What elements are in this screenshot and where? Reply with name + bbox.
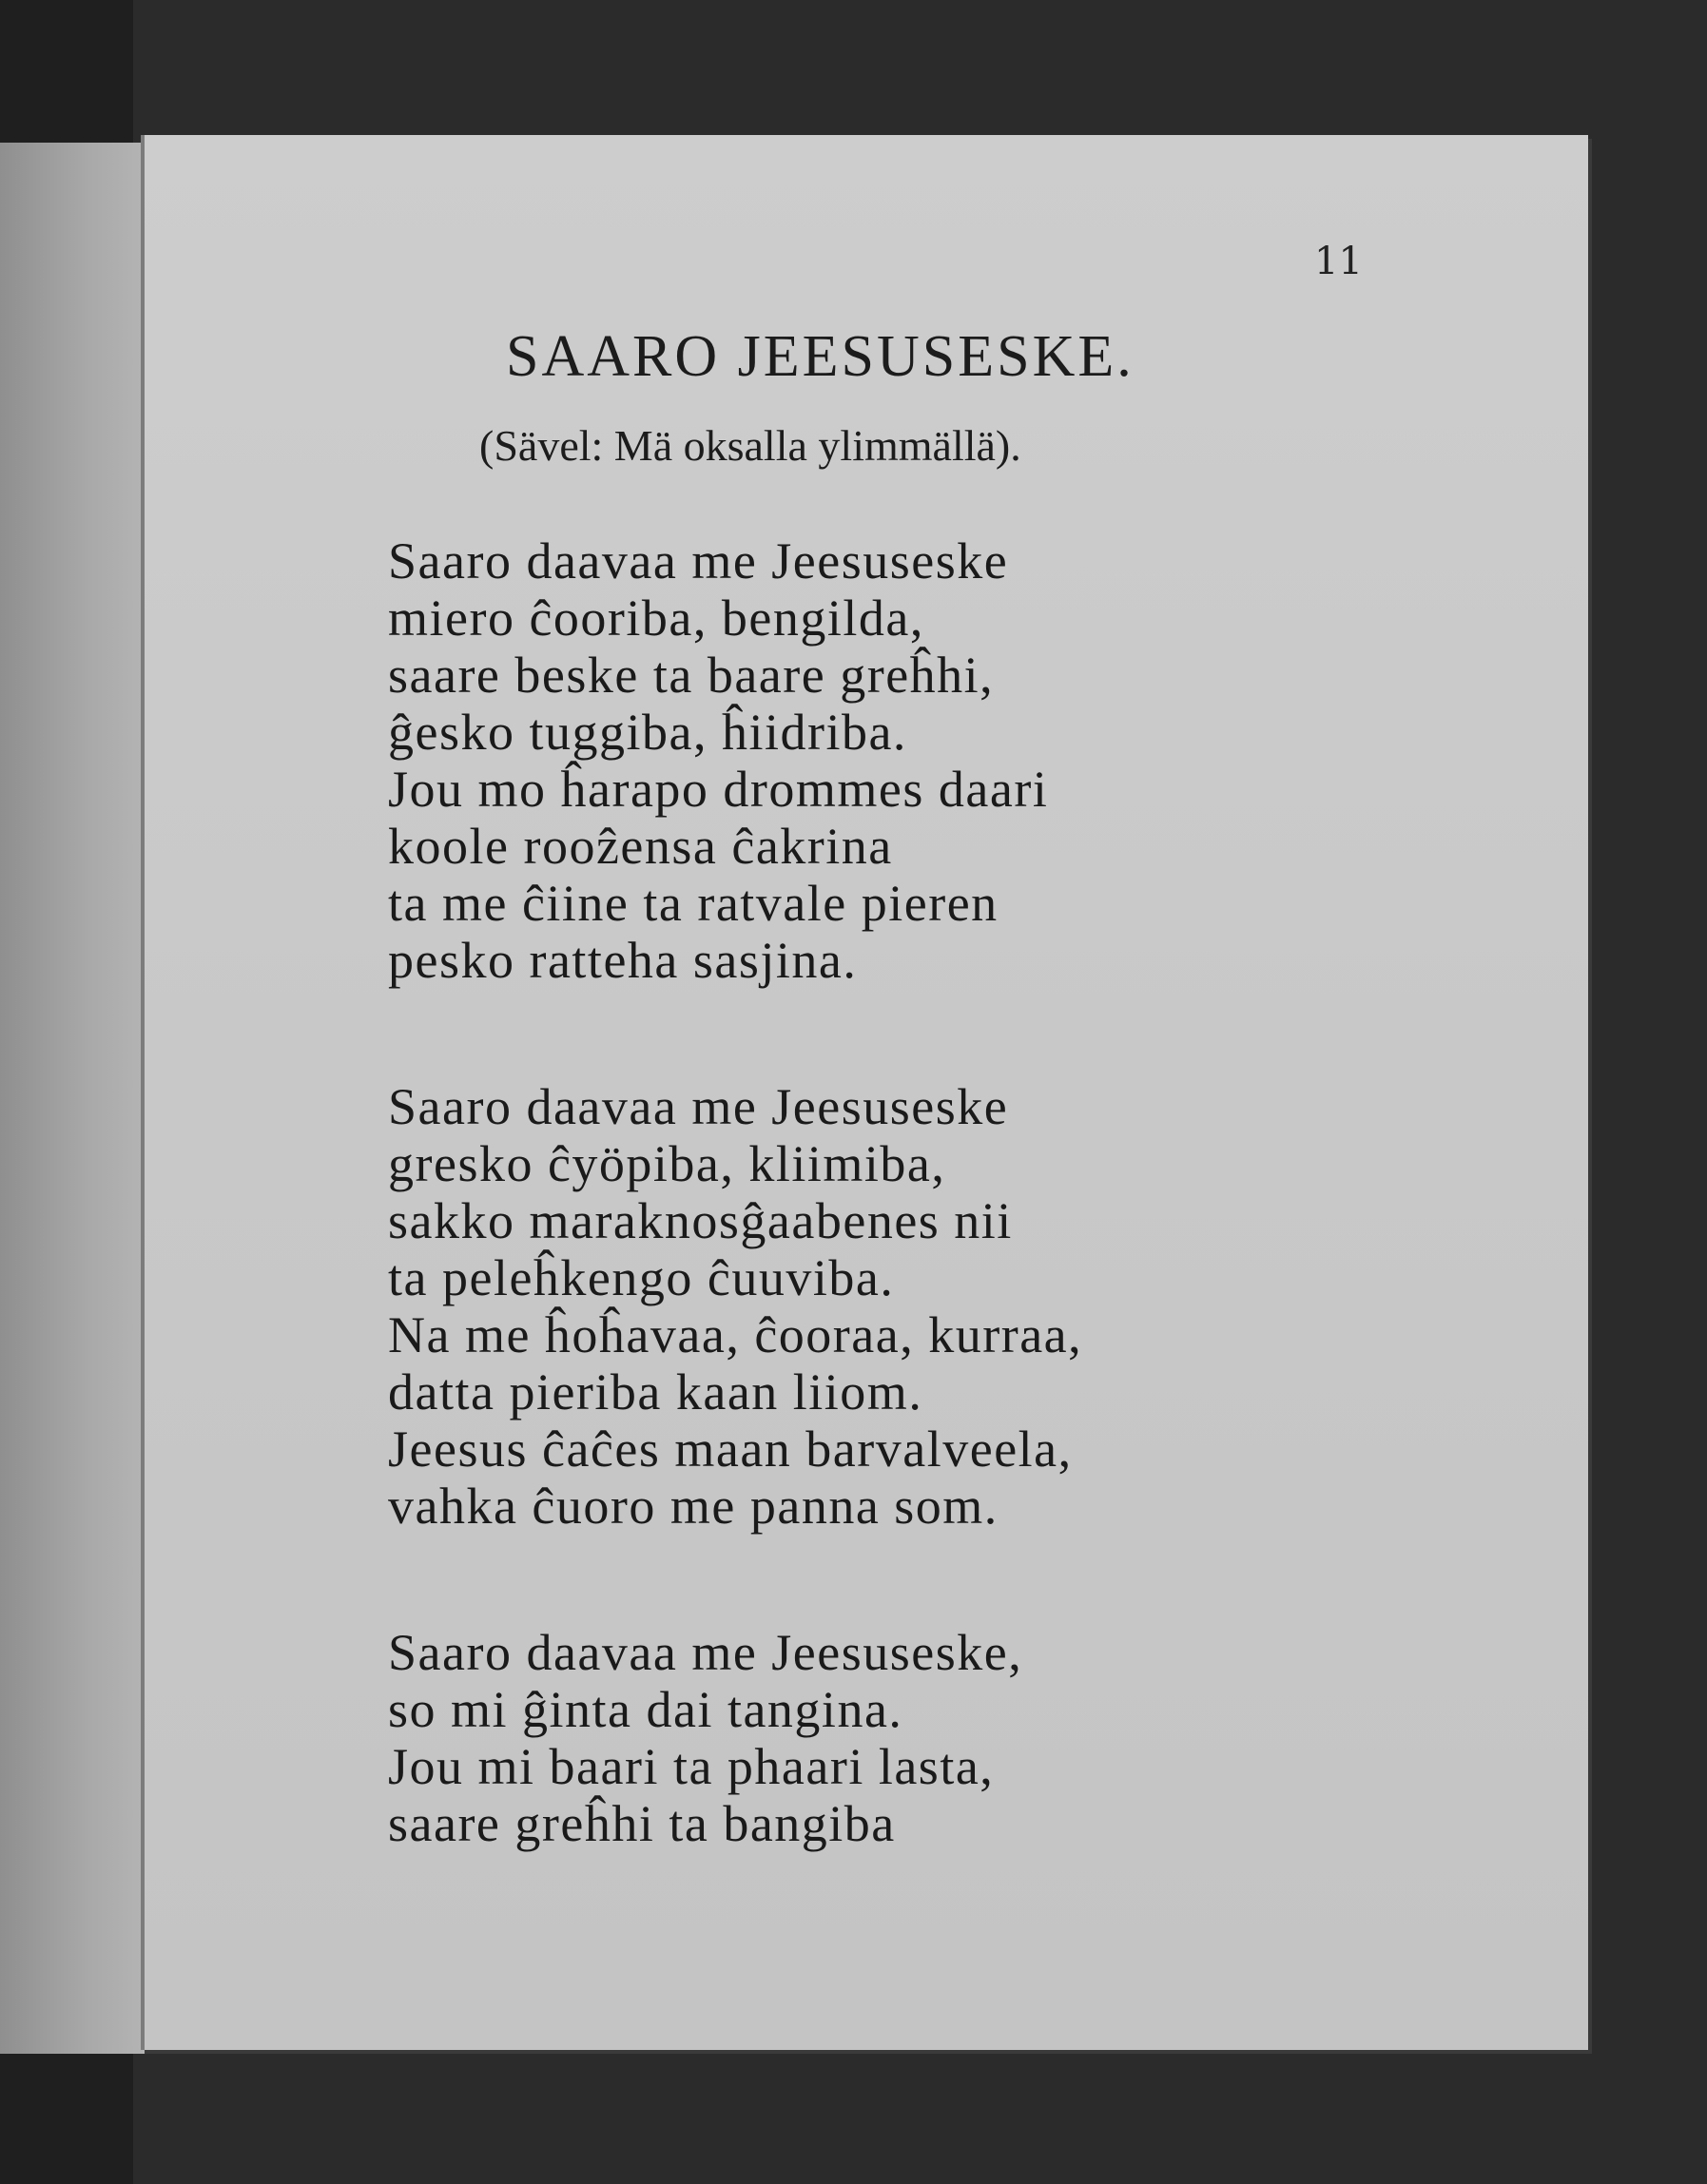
book-page: [141, 135, 1588, 2050]
verse-line: so mi ĝinta dai tangina.: [388, 1681, 903, 1738]
verse-line: Saaro daavaa me Jeesuseske: [388, 532, 1009, 589]
verse-line: saare greĥhi ta bangiba: [388, 1795, 896, 1852]
stanza: [388, 532, 1529, 989]
verse-line: ĝesko tuggiba, ĥiidriba.: [388, 704, 907, 761]
verse-line: Saaro daavaa me Jeesuseske: [388, 1078, 1009, 1135]
stanza: [388, 1624, 1529, 1852]
verse-line: sakko maraknosĝaabenes nii: [388, 1192, 1013, 1249]
verse-line: datta pieriba kaan liiom.: [388, 1363, 923, 1421]
hymn-title: SAARO JEESUSESKE.: [506, 324, 1135, 389]
verse-line: saare beske ta baare greĥhi,: [388, 647, 995, 704]
hymn-melody-note: (Sävel: Mä oksalla ylimmällä).: [479, 421, 1021, 470]
page-number: 11: [1314, 240, 1363, 283]
verse-line: vahka ĉuoro me panna som.: [388, 1478, 999, 1535]
hymn-verses: [388, 532, 1529, 1942]
verse-line: koole rooẑensa ĉakrina: [388, 818, 893, 875]
verse-line: gresko ĉyöpiba, kliimiba,: [388, 1135, 946, 1192]
verse-line: miero ĉooriba, bengilda,: [388, 589, 924, 647]
verse-line: Jeesus ĉaĉes maan barvalveela,: [388, 1421, 1073, 1478]
verse-line: Na me ĥoĥavaa, ĉooraa, kurraa,: [388, 1306, 1083, 1363]
verse-line: Jou mo ĥarapo drommes daari: [388, 761, 1049, 818]
verse-line: Jou mi baari ta phaari lasta,: [388, 1738, 995, 1795]
verse-line: Saaro daavaa me Jeesuseske,: [388, 1624, 1023, 1681]
verse-line: ta me ĉiine ta ratvale pieren: [388, 875, 999, 932]
stanza: [388, 1078, 1529, 1535]
verse-line: ta peleĥkengo ĉuuviba.: [388, 1249, 895, 1306]
verse-line: pesko ratteha sasjina.: [388, 932, 858, 989]
facing-page-edge: [0, 143, 153, 2054]
